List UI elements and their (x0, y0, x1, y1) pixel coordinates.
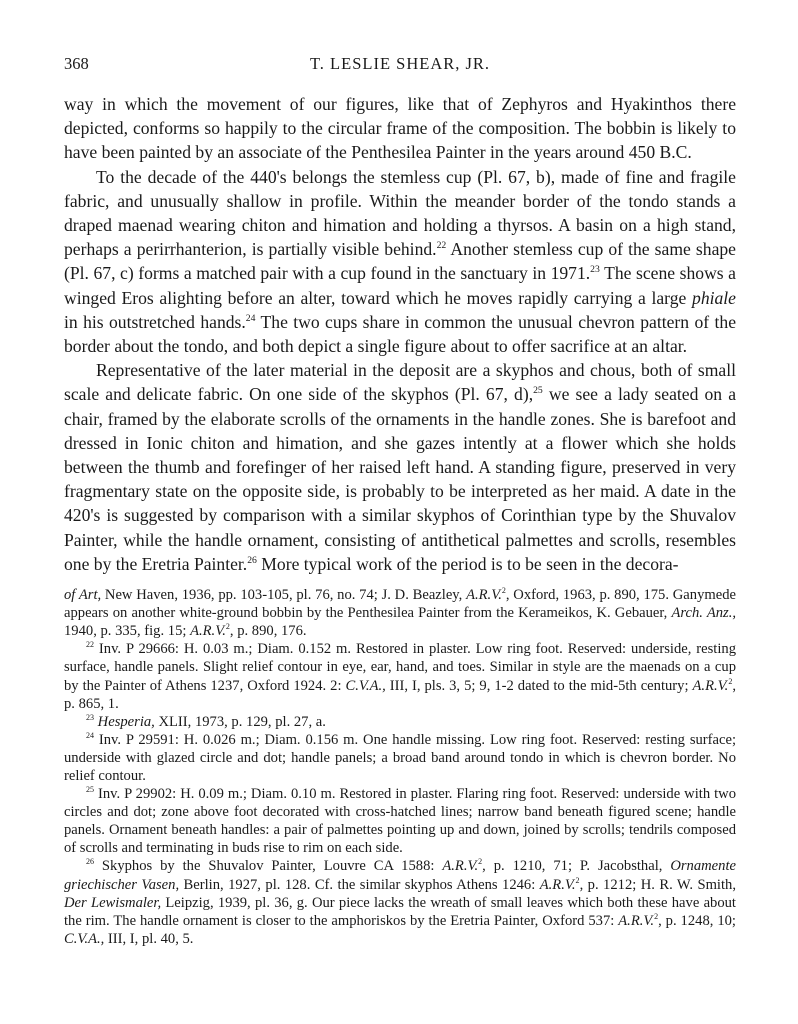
footnote-ref[interactable]: 23 (590, 264, 600, 276)
footnote-ref[interactable]: 26 (247, 555, 257, 566)
footnote-ref[interactable]: 25 (533, 385, 543, 397)
footnote-24: $^{24}$ Inv. P 29591: H. 0.026 m.; Diam. 0.156 m. One handle missing. Low ring foot. Reserved: resting surface; underside with glazed circle and dot; handle panels; a broad band around tondo in which is chevron border. No relief contour. (64, 730, 736, 784)
footnote-22: $^{22}$ Inv. P 29666: H. 0.03 m.; Diam. 0.152 m. Restored in plaster. Low ring foot. Reserved: underside, resting surface, handle panels. Slight relief contour in eye, ear, hand, and toes. Similar in style are the maenads on a cup by the Painter of Athens 1237, Oxford 1924. 2: C.V.A., III, I, pls. 3, 5; 9, 1-2 dated to the mid-5th century; A.R.V.$^2$, p. 865, 1. (64, 640, 736, 712)
footnote-23: $^{23}$ Hesperia, XLII, 1973, p. 129, pl. 27, a. (86, 712, 326, 730)
footnote-25: $^{25}$ Inv. P 29902: H. 0.09 m.; Diam. 0.10 m. Restored in plaster. Flaring ring foot. Reserved: underside with two circles and dot; zone above foot decorated with cross-hatched lines; narrow band beneath figured scene; handle panels. Ornament beneath handles: a pair of palmettes pointing up and down, joined by scrolls; tendrils composed of scrolls and terminating in buds rise to rim on each side. (64, 785, 736, 857)
body-text (64, 92, 736, 576)
page (64, 54, 736, 948)
running-title: T. LESLIE SHEAR, JR. (309, 54, 491, 73)
footnotes (64, 586, 736, 948)
page-number: 368 (64, 54, 89, 73)
footnote-ref[interactable]: 22 (436, 240, 447, 252)
paragraph-3: Representative of the later material in the deposit are a skyphos and chous, both of small scale and delicate fabric. On one side of the skyphos (Pl. 67, d),$^{25}$ we see a lady seated on a chair, framed by the elaborate scrolls of the ornaments in the handle zones. She is barefoot and dressed in Ionic chiton and himation, and she gazes intently at a flower which she holds between the thumb and forefinger of her raised left hand. A standing figure, preserved in very fragmentary state on the opposite side, is probably to be interpreted as her maid. A date in the 420's is suggested by comparison with a similar skyphos of Corinthian type by the Shuvalov Painter, while the handle ornament, consisting of antithetical palmettes and scrolls, resembles one by the Eretria Painter.$^{26}$ More typical work of the period is to be seen in the decora- (64, 360, 736, 574)
paragraph-1: way in which the movement of our figures, like that of Zephyros and Hyakinthos there depicted, conforms so happily to the circular frame of the composition. The bobbin is likely to have been painted by an associate of the Penthesilea Painter in the years around 450 B.C. (64, 94, 736, 163)
running-head (64, 54, 736, 78)
footnote-26: $^{26}$ Skyphos by the Shuvalov Painter, Louvre CA 1588: A.R.V.$^2$, p. 1210, 71; P. Jacobsthal, Ornamente griechischer Vasen, Berlin, 1927, pl. 128. Cf. the similar skyphos Athens 1246: A.R.V.$^2$, p. 1212; H. R. W. Smith, Der Lewismaler, Leipzig, 1939, pl. 36, g. Our piece lacks the wreath of small leaves which both these have about the rim. The handle ornament is closer to the amphoriskos by the Eretria Painter, Oxford 537: A.R.V.$^2$, p. 1248, 10; C.V.A., III, I, pl. 40, 5. (64, 857, 736, 947)
footnote-ref[interactable]: 24 (245, 312, 256, 324)
footnote-continuation: of Art, New Haven, 1936, pp. 103-105, pl. 76, no. 74; J. D. Beazley, A.R.V.$^2$, Oxford, 1963, p. 890, 175. Ganymede appears on another white-ground bobbin by the Penthesilea Painter from the Kerameikos, K. Gebauer, Arch. Anz., 1940, p. 335, fig. 15; A.R.V.$^2$, p. 890, 176. (64, 586, 737, 640)
paragraph-2: To the decade of the 440's belongs the stemless cup (Pl. 67, b), made of fine and fragile fabric, and unusually shallow in profile. Within the meander border of the tondo stands a draped maenad wearing chiton and himation and holding a thyrsos. A basin on a high stand, perhaps a perirrhanterion, is partially visible behind.$^{22}$ Another stemless cup of the same shape (Pl. 67, c) forms a matched pair with a cup found in the sanctuary in 1971.23 The scene shows a winged Eros alighting before an alter, toward which he moves rapidly carrying a large phiale in his outstretched hands.$^{24}$ The two cups share in common the unusual chevron pattern of the border about the tondo, and both depict a single figure about to offer sacrifice at an altar. (64, 166, 736, 357)
